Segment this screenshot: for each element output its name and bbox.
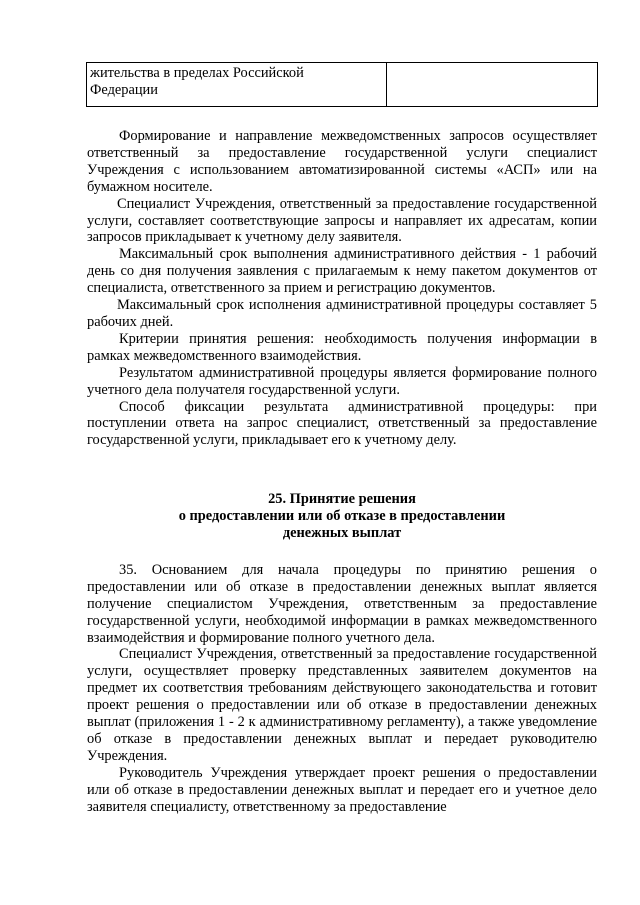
table-cell-text-line2: Федерации (90, 81, 158, 98)
paragraph-specialist-check: Специалист Учреждения, ответственный за предоставление государственной услуги, осуществляет проверку представленных заявителем документов на предмет их соответствия требованиям действующего законодательства и готовит проект решения о предоставлении или об отказе в предоставлении денежных выплат (приложения 1 - 2 к административному регламенту), а также уведомление об отказе в предоставлении денежных выплат и передает руководителю Учреждения. (87, 646, 597, 764)
section-heading-line3: денежных выплат (282, 525, 402, 542)
paragraph-head-approves: Руководитель Учреждения утверждает проект решения о предоставлении или об отказе в предоставлении денежных выплат и передает его и учетное дело заявителя специалисту, ответственному за предоставление (87, 764, 597, 815)
section-heading-line2: о предоставлении или об отказе в предоставлении (178, 508, 506, 525)
residence-table (86, 62, 598, 107)
paragraph-max-term-procedure: Максимальный срок исполнения административной процедуры составляет 5 рабочих дней. (87, 297, 597, 330)
table-row (87, 63, 598, 107)
paragraph-result: Результатом административной процедуры является формирование полного учетного дела получателя государственной услуги. (87, 364, 597, 398)
table-cell-label (87, 63, 387, 107)
document-body (87, 128, 597, 816)
table-cell-value (387, 63, 598, 107)
paragraph-35-basis: 35. Основанием для начала процедуры по принятию решения о предоставлении или об отказе в предоставлении денежных выплат является получение специалистом Учреждения, ответственным за предоставление государственной услуги, необходимой информации в рамках межведомственного взаимодействия и формирование полного учетного дела. (87, 561, 597, 646)
section-heading (87, 491, 597, 542)
paragraph-queries: Формирование и направление межведомственных запросов осуществляет ответственный за предоставление государственной услуги специалист Учреждения с использованием автоматизированной системы «АСП» или на бумажном носителе. (87, 128, 597, 195)
paragraph-fixation-method: Способ фиксации результата административной процедуры: при поступлении ответа на запрос специалист, ответственный за предоставление государственной услуги, прикладывает его к учетному делу. (87, 398, 597, 449)
paragraph-specialist-requests: Специалист Учреждения, ответственный за предоставление государственной услуги, составляет соответствующие запросы и направляет их адресатам, копии запросов прикладывает к учетному делу заявителя. (87, 195, 597, 246)
paragraph-max-term-action: Максимальный срок выполнения административного действия - 1 рабочий день со дня получения заявления с прилагаемым к нему пакетом документов от специалиста, ответственного за прием и регистрацию документов. (87, 246, 597, 297)
section-heading-line1: 25. Принятие решения (268, 491, 416, 508)
table-cell-text-line1: жительства в пределах Российской (90, 65, 304, 81)
paragraph-decision-criteria: Критерии принятия решения: необходимость получения информации в рамках межведомственного взаимодействия. (87, 330, 597, 364)
